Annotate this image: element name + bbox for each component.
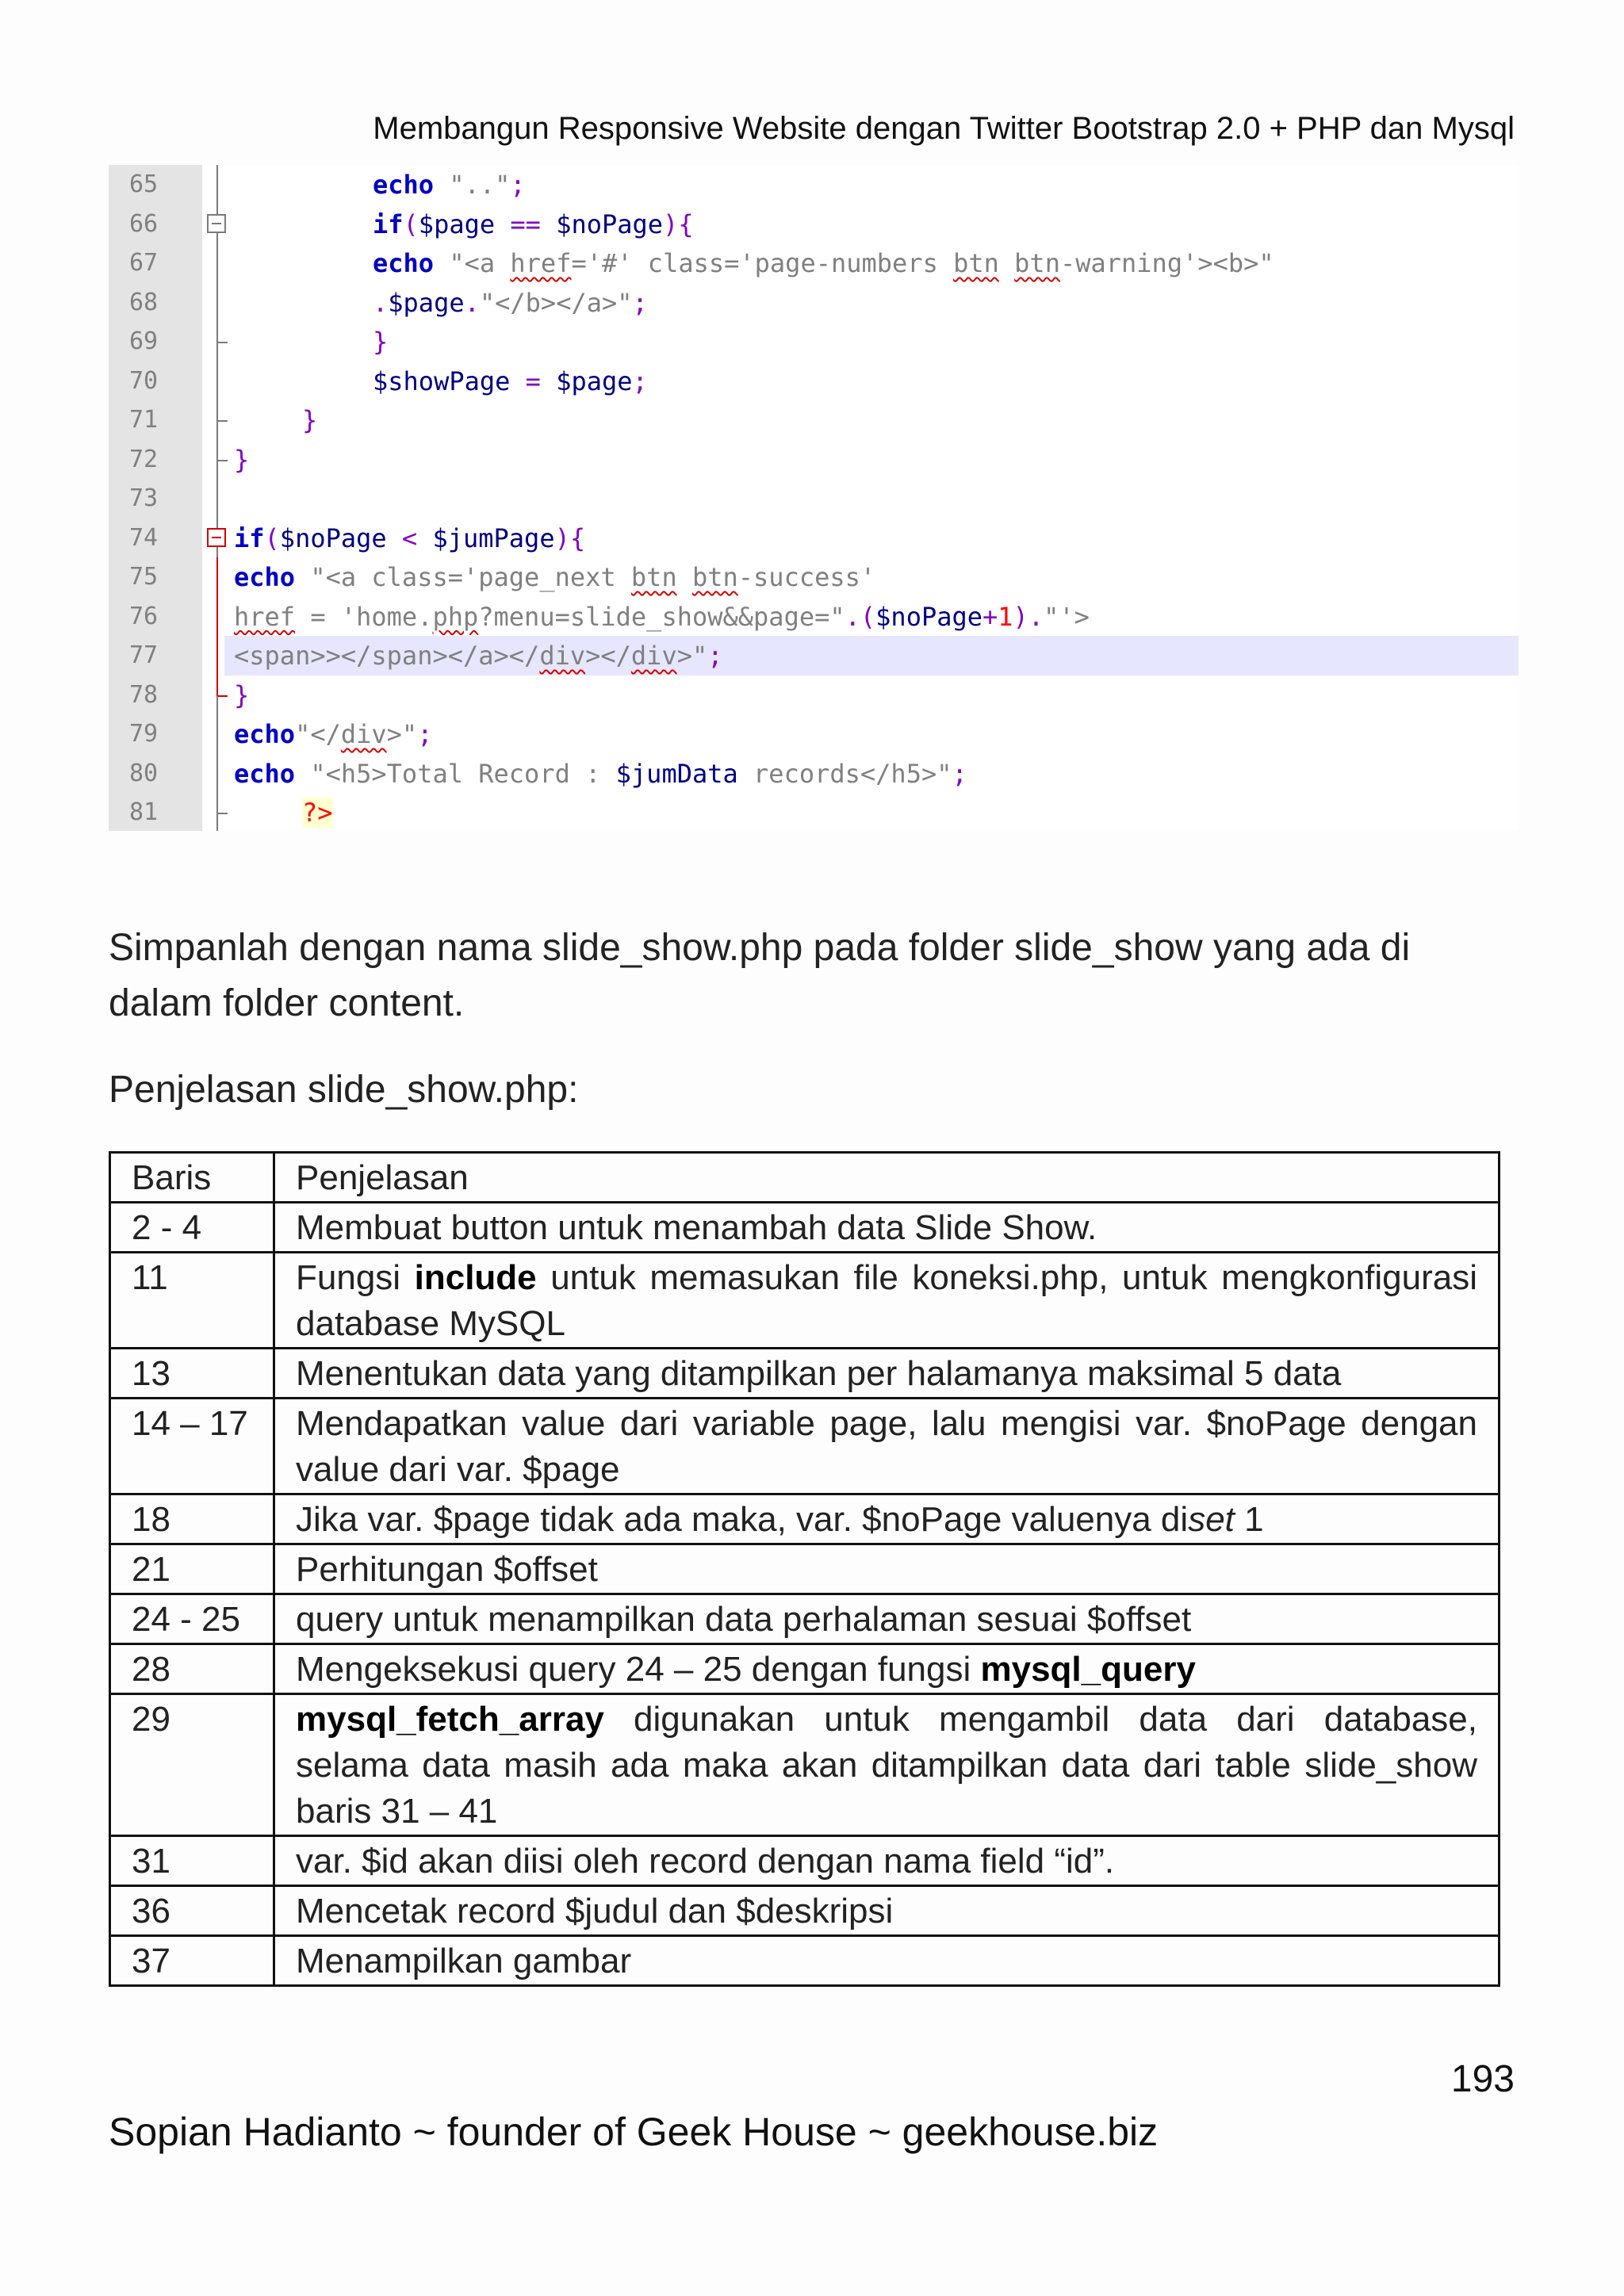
line-number: 74 bbox=[129, 523, 159, 552]
cell-penjelasan: Mencetak record $judul dan $deskripsi bbox=[274, 1886, 1500, 1936]
code-text: .$page."</b></a>"; bbox=[373, 287, 648, 318]
cell-baris: 28 bbox=[110, 1644, 274, 1694]
code-text: echo "<a class='page_next btn btn-success' bbox=[234, 562, 876, 592]
cell-baris: 24 - 25 bbox=[110, 1594, 274, 1644]
line-number: 67 bbox=[129, 249, 159, 277]
cell-baris: 2 - 4 bbox=[110, 1203, 274, 1253]
code-text: } bbox=[373, 327, 389, 357]
line-number: 71 bbox=[129, 406, 159, 434]
code-line bbox=[109, 400, 1519, 440]
table-row bbox=[110, 1399, 1500, 1494]
fold-end-tick bbox=[218, 342, 228, 343]
cell-penjelasan: query untuk menampilkan data perhalaman sesuai $offset bbox=[274, 1594, 1500, 1644]
code-text: $showPage = $page; bbox=[373, 365, 648, 396]
cell-baris: 18 bbox=[110, 1494, 274, 1544]
line-number: 72 bbox=[129, 445, 159, 473]
table-row bbox=[110, 1594, 1500, 1644]
code-text: } bbox=[234, 679, 250, 710]
footer-credit: Sopian Hadianto ~ founder of Geek House ~ geekhouse.biz bbox=[109, 2110, 1159, 2154]
table-row bbox=[110, 1644, 1500, 1694]
fold-range-line bbox=[216, 675, 218, 696]
table-row bbox=[110, 1253, 1500, 1349]
line-number: 77 bbox=[129, 641, 159, 669]
code-text: ?> bbox=[302, 798, 333, 828]
line-number: 69 bbox=[129, 327, 159, 355]
code-line bbox=[109, 165, 1519, 205]
line-number: 68 bbox=[129, 288, 159, 316]
paragraph-save-instruction: Simpanlah dengan nama slide_show.php pada folder slide_show yang ada di dalam folder content. bbox=[109, 927, 1411, 1024]
line-number: 65 bbox=[129, 170, 159, 198]
cell-baris: 13 bbox=[110, 1349, 274, 1399]
line-number: 66 bbox=[129, 209, 159, 238]
code-line bbox=[109, 362, 1519, 401]
fold-toggle-icon[interactable] bbox=[207, 528, 226, 547]
fold-toggle-icon[interactable] bbox=[207, 214, 226, 233]
code-line bbox=[109, 243, 1519, 283]
code-text: <span>></span></a></div></div>"; bbox=[234, 641, 723, 671]
code-line bbox=[109, 793, 1519, 832]
code-line bbox=[109, 557, 1519, 597]
code-line bbox=[109, 205, 1519, 244]
line-number: 80 bbox=[129, 759, 159, 787]
cell-penjelasan: Jika var. $page tidak ada maka, var. $noPage valuenya diset 1 bbox=[274, 1494, 1500, 1544]
line-number: 76 bbox=[129, 602, 159, 630]
code-text: } bbox=[302, 405, 318, 435]
cell-baris: 21 bbox=[110, 1544, 274, 1594]
paragraph-explanation-title: Penjelasan slide_show.php: bbox=[109, 1069, 579, 1111]
code-screenshot bbox=[109, 165, 1519, 831]
line-number: 78 bbox=[129, 680, 159, 709]
code-line bbox=[109, 479, 1519, 519]
cell-baris: 11 bbox=[110, 1253, 274, 1349]
line-number: 79 bbox=[129, 720, 159, 748]
code-line-highlighted bbox=[109, 636, 1519, 675]
cell-baris: 37 bbox=[110, 1936, 274, 1986]
fold-end-tick bbox=[218, 460, 228, 461]
line-number: 70 bbox=[129, 366, 159, 395]
code-text: echo "<h5>Total Record : $jumData records</h5>"; bbox=[234, 758, 967, 789]
cell-penjelasan: var. $id akan diisi oleh record dengan nama field “id”. bbox=[274, 1836, 1500, 1886]
code-text: echo"</div>"; bbox=[234, 719, 433, 749]
fold-end-tick bbox=[218, 695, 228, 697]
code-text: echo "<a href='#' class='page-numbers btn btn-warning'><b>" bbox=[373, 248, 1274, 278]
table-row bbox=[110, 1694, 1500, 1836]
table-row bbox=[110, 1544, 1500, 1594]
code-line bbox=[109, 597, 1519, 637]
cell-penjelasan: Menentukan data yang ditampilkan per halamanya maksimal 5 data bbox=[274, 1349, 1500, 1399]
code-text: if($noPage < $jumPage){ bbox=[234, 522, 586, 553]
table-header-row bbox=[110, 1153, 1500, 1203]
fold-end-tick bbox=[218, 420, 228, 422]
fold-end-tick bbox=[218, 813, 228, 814]
code-line bbox=[109, 322, 1519, 362]
code-line bbox=[109, 754, 1519, 794]
cell-penjelasan: Membuat button untuk menambah data Slide Show. bbox=[274, 1203, 1500, 1253]
code-text: if($page == $noPage){ bbox=[373, 209, 694, 239]
running-header: Membangun Responsive Website dengan Twitter Bootstrap 2.0 + PHP dan Mysql bbox=[373, 111, 1515, 146]
table-row bbox=[110, 1836, 1500, 1886]
cell-baris: 36 bbox=[110, 1886, 274, 1936]
table-row bbox=[110, 1494, 1500, 1544]
cell-baris: 14 – 17 bbox=[110, 1399, 274, 1494]
header-penjelasan: Penjelasan bbox=[274, 1153, 1500, 1203]
cell-penjelasan: mysql_fetch_array digunakan untuk mengambil data dari database, selama data masih ada maka akan ditampilkan data dari table slide_show baris 31 – 41 bbox=[274, 1694, 1500, 1836]
fold-range-line bbox=[216, 557, 218, 597]
table-row bbox=[110, 1936, 1500, 1986]
explanation-table bbox=[109, 1151, 1500, 1987]
code-line bbox=[109, 519, 1519, 558]
code-line bbox=[109, 283, 1519, 323]
table-row bbox=[110, 1203, 1500, 1253]
line-number: 73 bbox=[129, 484, 159, 512]
page-number: 193 bbox=[1450, 2058, 1515, 2100]
code-text: href = 'home.php?menu=slide_show&&page=".($noPage+1)."'> bbox=[234, 601, 1090, 632]
cell-baris: 31 bbox=[110, 1836, 274, 1886]
code-text: echo ".."; bbox=[373, 170, 526, 200]
cell-penjelasan: Fungsi include untuk memasukan file koneksi.php, untuk mengkonfigurasi database MySQL bbox=[274, 1253, 1500, 1349]
code-line bbox=[109, 675, 1519, 715]
cell-penjelasan: Menampilkan gambar bbox=[274, 1936, 1500, 1986]
line-number: 75 bbox=[129, 563, 159, 591]
cell-baris: 29 bbox=[110, 1694, 274, 1836]
line-number: 81 bbox=[129, 798, 159, 826]
code-line bbox=[109, 440, 1519, 480]
cell-penjelasan: Mengeksekusi query 24 – 25 dengan fungsi mysql_query bbox=[274, 1644, 1500, 1694]
header-baris: Baris bbox=[110, 1153, 274, 1203]
table-row bbox=[110, 1349, 1500, 1399]
code-text: } bbox=[234, 444, 250, 475]
fold-range-line bbox=[216, 597, 218, 637]
cell-penjelasan: Mendapatkan value dari variable page, lalu mengisi var. $noPage dengan value dari var. $page bbox=[274, 1399, 1500, 1494]
code-line bbox=[109, 714, 1519, 754]
cell-penjelasan: Perhitungan $offset bbox=[274, 1544, 1500, 1594]
table-row bbox=[110, 1886, 1500, 1936]
fold-range-line bbox=[216, 636, 218, 675]
